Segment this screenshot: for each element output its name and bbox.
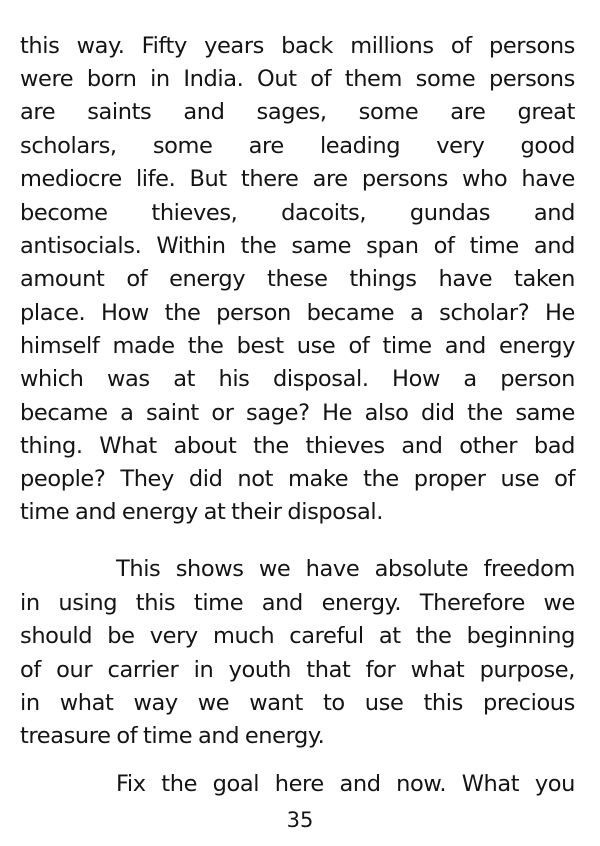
paragraph-2-line-5: in what way we want to use this precious <box>20 690 575 716</box>
paragraph-1-line-12: became a saint or sage? He also did the same <box>20 400 575 426</box>
paragraph-2-line-3: should be very much careful at the beginning <box>20 623 575 649</box>
paragraph-1-line-15: time and energy at their disposal. <box>20 499 383 525</box>
paragraph-1-line-14: people? They did not make the proper use of <box>20 466 575 492</box>
paragraph-2-line-6: treasure of time and energy. <box>20 723 325 749</box>
paragraph-1-line-3: are saints and sages, some are great <box>20 99 575 125</box>
page-number: 35 <box>286 808 314 832</box>
paragraph-1-line-8: amount of energy these things have taken <box>20 266 575 292</box>
paragraph-1-line-10: himself made the best use of time and energy <box>20 333 575 359</box>
paragraph-3-line-1: Fix the goal here and now. What you <box>116 771 575 797</box>
paragraph-1-line-6: become thieves, dacoits, gundas and <box>20 200 575 226</box>
paragraph-2-line-1: This shows we have absolute freedom <box>116 556 575 582</box>
paragraph-1-line-5: mediocre life. But there are persons who have <box>20 166 575 192</box>
paragraph-1-line-11: which was at his disposal. How a person <box>20 366 575 392</box>
paragraph-2-line-2: in using this time and energy. Therefore we <box>20 590 575 616</box>
paragraph-2-line-4: of our carrier in youth that for what purpose, <box>20 657 575 683</box>
paragraph-1-line-2: were born in India. Out of them some persons <box>20 66 575 92</box>
paragraph-1-line-9: place. How the person became a scholar? He <box>20 300 575 326</box>
paragraph-1-line-7: antisocials. Within the same span of time and <box>20 233 575 259</box>
paragraph-1-line-1: this way. Fifty years back millions of persons <box>20 33 575 59</box>
paragraph-1-line-13: thing. What about the thieves and other bad <box>20 433 575 459</box>
paragraph-1-line-4: scholars, some are leading very good <box>20 133 575 159</box>
